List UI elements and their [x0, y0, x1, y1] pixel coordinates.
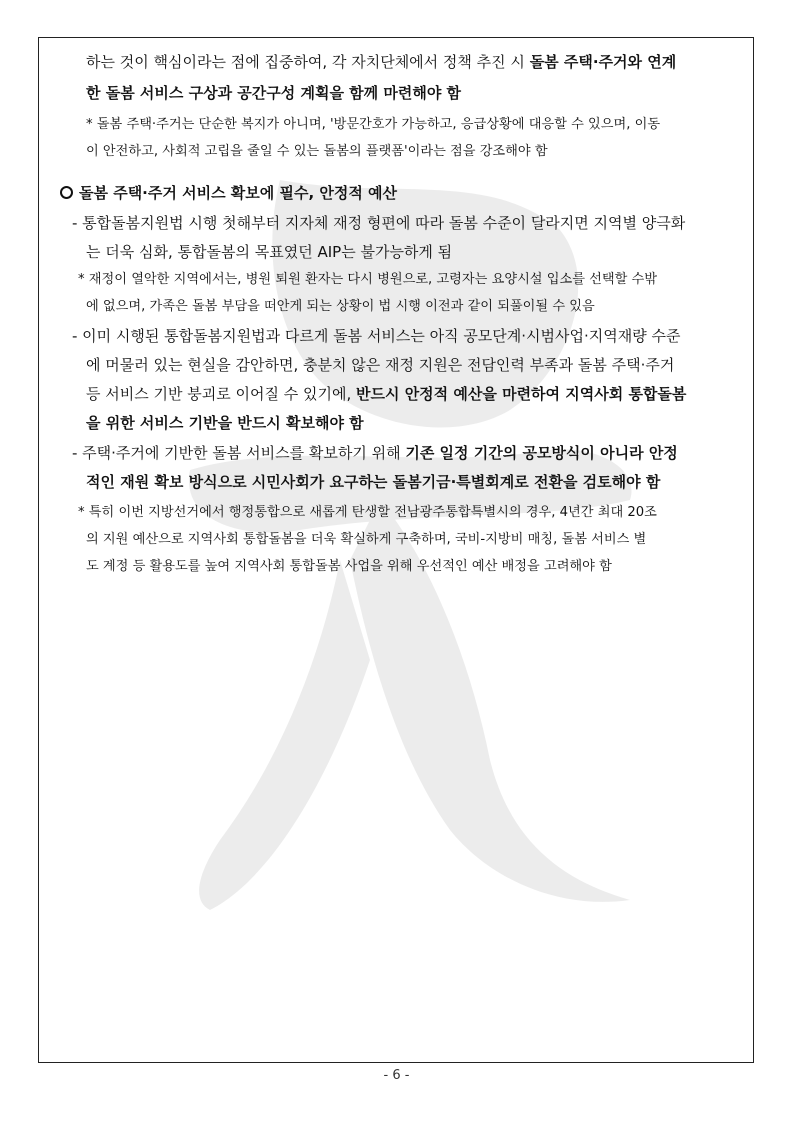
ring-bullet-icon — [60, 186, 73, 199]
body-line: 을 위한 서비스 기반을 반드시 확보해야 함 — [86, 414, 364, 432]
body-line: - 주택·주거에 기반한 돌봄 서비스를 확보하기 위해 기존 일정 기간의 공모방식이 아니라 안정 — [72, 444, 678, 462]
footnote-line: 도 계정 등 활용도를 높여 지역사회 통합돌봄 사업을 위해 우선적인 예산 배정을 고려해야 함 — [86, 559, 612, 574]
body-line: 적인 재원 확보 방식으로 시민사회가 요구하는 돌봄기금·특별회계로 전환을 검토해야 함 — [86, 473, 661, 491]
footnote-line: 의 지원 예산으로 지역사회 통합돌봄을 더욱 확실하게 구축하며, 국비-지방비 매칭, 돌봄 서비스 별 — [86, 532, 647, 547]
footnote-line: * 특히 이번 지방선거에서 행정통합으로 새롭게 탄생할 전남광주통합특별시의 경우, 4년간 최대 20조 — [78, 505, 657, 520]
page-number: - 6 - — [383, 1068, 410, 1083]
body-line: - 이미 시행된 통합돌봄지원법과 다르게 돌봄 서비스는 아직 공모단계·시범사업·지역재량 수준 — [72, 327, 681, 345]
footnote-line: 이 안전하고, 사회적 고립을 줄일 수 있는 돌봄의 플랫폼'이라는 점을 강조해야 함 — [86, 144, 548, 159]
footnote-line: 에 없으며, 가족은 돌봄 부담을 떠안게 되는 상황이 법 시행 이전과 같이 되풀이될 수 있음 — [86, 299, 595, 314]
footnote-line: * 돌봄 주택·주거는 단순한 복지가 아니며, '방문간호가 가능하고, 응급상황에 대응할 수 있으며, 이동 — [86, 117, 661, 132]
body-line: 에 머물러 있는 현실을 감안하면, 충분치 않은 재정 지원은 전담인력 부족과 돌봄 주택·주거 — [86, 356, 675, 374]
body-line: 등 서비스 기반 붕괴로 이어질 수 있기에, 반드시 안정적 예산을 마련하여 지역사회 통합돌봄 — [86, 385, 687, 403]
footnote-line: * 재정이 열악한 지역에서는, 병원 퇴원 환자는 다시 병원으로, 고령자는 요양시설 입소를 선택할 수밖 — [78, 272, 658, 287]
body-line: - 통합돌봄지원법 시행 첫해부터 지자체 재정 형편에 따라 돌봄 수준이 달라지면 지역별 양극화 — [72, 214, 686, 232]
body-line: 한 돌봄 서비스 구상과 공간구성 계획을 함께 마련해야 함 — [86, 84, 462, 102]
section-heading: 돌봄 주택·주거 서비스 확보에 필수, 안정적 예산 — [60, 183, 397, 203]
body-line: 는 더욱 심화, 통합돌봄의 목표였던 AIP는 불가능하게 됨 — [86, 243, 453, 261]
body-line: 하는 것이 핵심이라는 점에 집중하여, 각 자치단체에서 정책 추진 시 돌봄 주택·주거와 연계 — [86, 53, 677, 71]
